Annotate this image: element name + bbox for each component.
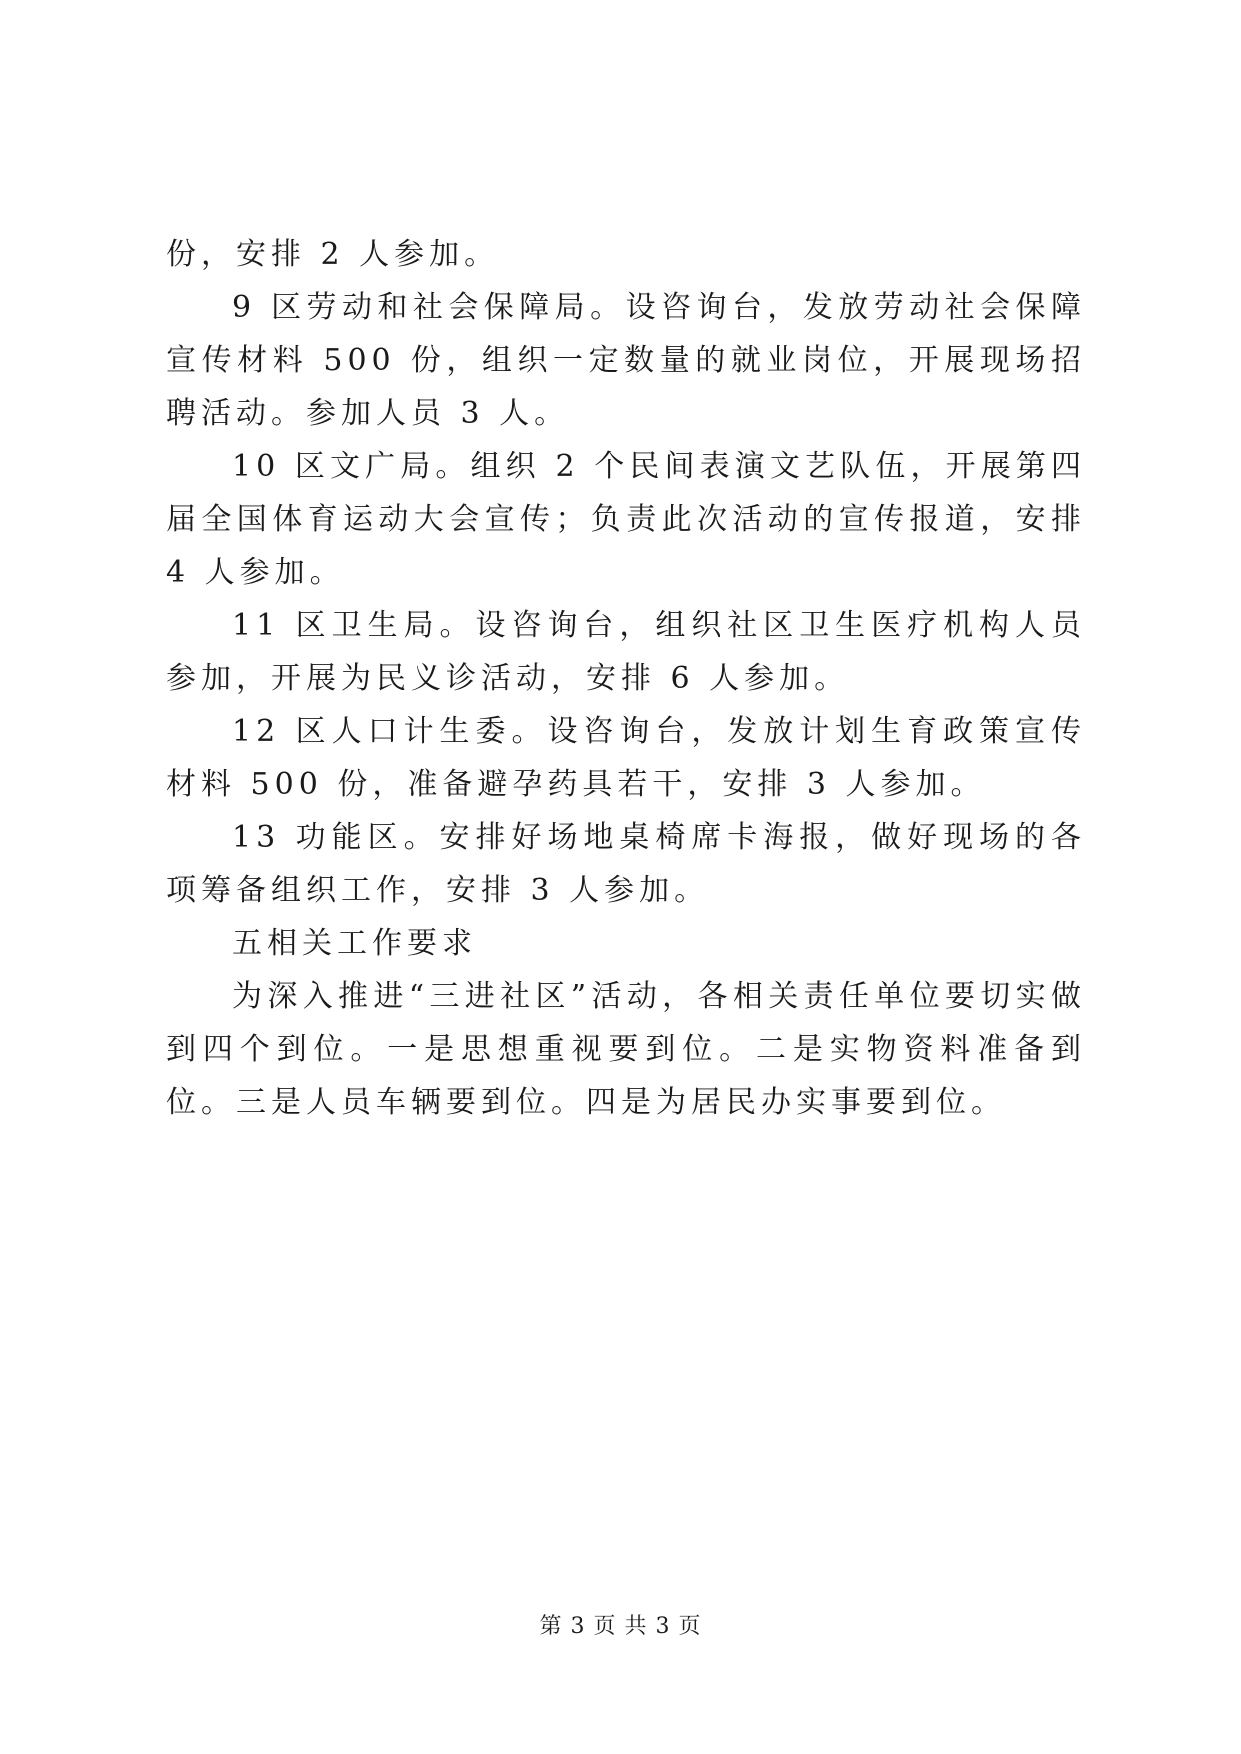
section-heading: 五相关工作要求: [232, 926, 477, 961]
paragraph-item-13: 13 功能区。安排好场地桌椅席卡海报，做好现场的各项筹备组织工作，安排 3 人参加。: [166, 820, 1086, 908]
document-body: [166, 228, 1086, 1129]
paragraph-item-9: 9 区劳动和社会保障局。设咨询台，发放劳动社会保障宣传材料 500 份，组织一定数量的就业岗位，开展现场招聘活动。参加人员 3 人。: [166, 290, 1086, 431]
paragraph-continuation: 份，安排 2 人参加。: [166, 237, 500, 272]
paragraph-item-11: 11 区卫生局。设咨询台，组织社区卫生医疗机构人员参加，开展为民义诊活动，安排 6 人参加。: [166, 608, 1086, 696]
paragraph-item-10: 10 区文广局。组织 2 个民间表演文艺队伍，开展第四届全国体育运动大会宣传；负责此次活动的宣传报道，安排 4 人参加。: [166, 449, 1086, 590]
paragraph-item-12: 12 区人口计生委。设咨询台，发放计划生育政策宣传材料 500 份，准备避孕药具若干，安排 3 人参加。: [166, 714, 1086, 802]
page-footer: 第 3 页 共 3 页: [539, 1614, 702, 1639]
paragraph-requirements: 为深入推进“三进社区”活动，各相关责任单位要切实做到四个到位。一是思想重视要到位。二是实物资料准备到位。三是人员车辆要到位。四是为居民办实事要到位。: [166, 979, 1086, 1120]
